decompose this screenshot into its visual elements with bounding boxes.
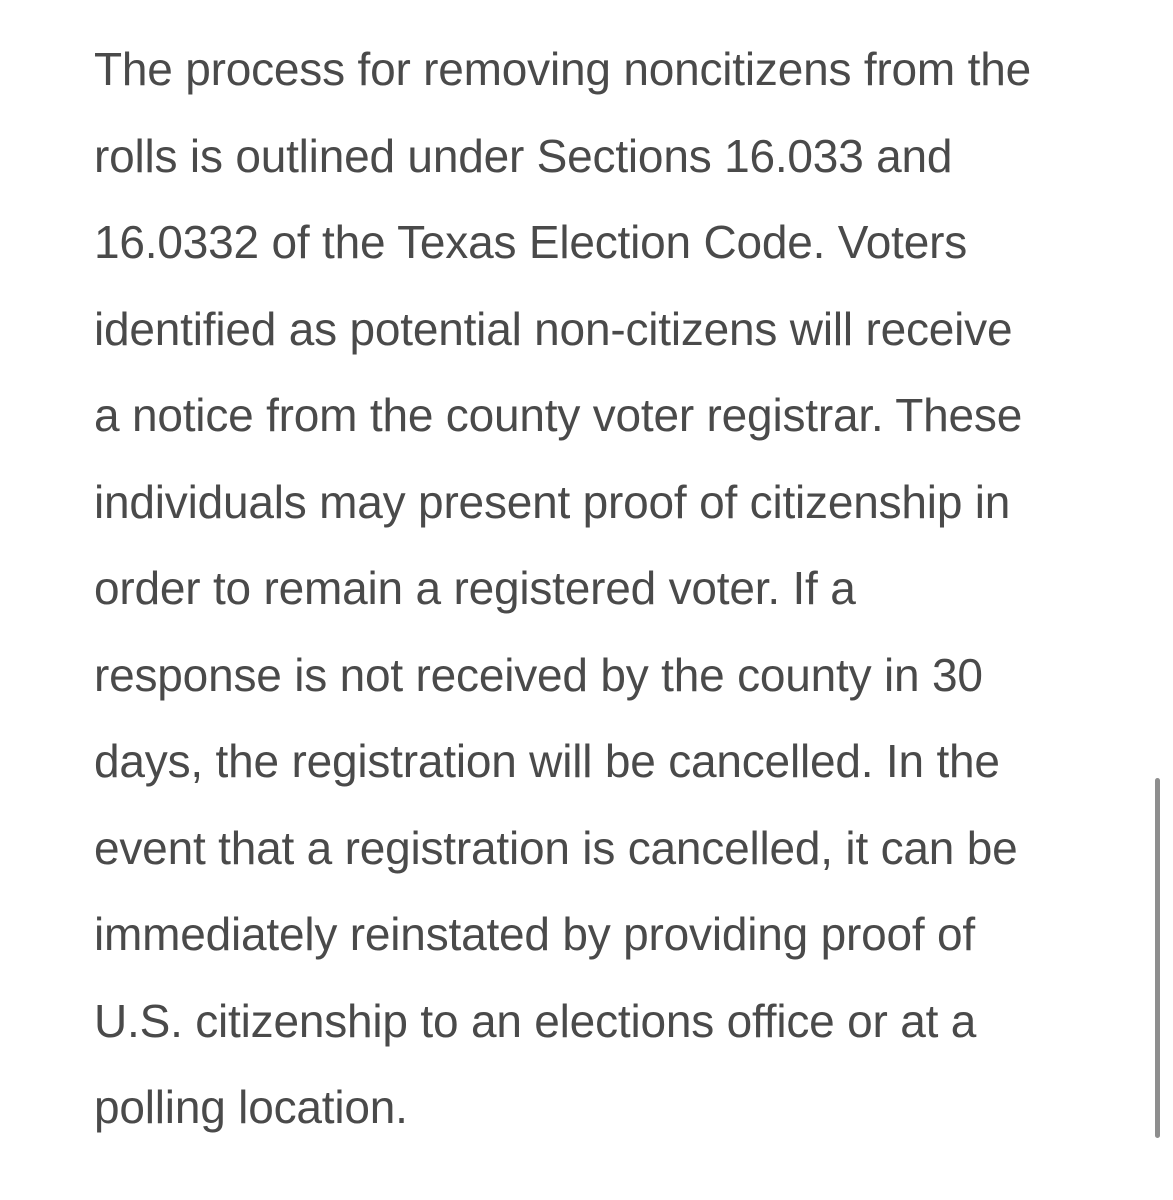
paragraph-line: The process for removing noncitizens from the <box>94 43 1031 95</box>
paragraph-line: a notice from the county voter registrar. These <box>94 389 1023 441</box>
paragraph-line: 16.0332 of the Texas Election Code. Voters <box>94 216 968 268</box>
paragraph-line: order to remain a registered voter. If a <box>94 562 856 614</box>
paragraph-line: polling location. <box>94 1081 408 1133</box>
paragraph-line: U.S. citizenship to an elections office or at a <box>94 994 977 1047</box>
paragraph-line: event that a registration is cancelled, it can be <box>94 821 1018 874</box>
paragraph-line: immediately reinstated by providing proof of <box>94 908 975 960</box>
paragraph-line: days, the registration will be cancelled. In the <box>94 735 1000 787</box>
paragraph-line: response is not received by the county in 30 <box>94 648 983 701</box>
paragraph-line: identified as potential non-citizens will receive <box>94 302 1013 355</box>
paragraph-line: individuals may present proof of citizenship in <box>94 475 1011 528</box>
article-paragraph <box>94 26 1154 1151</box>
scrollbar-thumb[interactable] <box>1155 778 1160 1138</box>
paragraph-line: rolls is outlined under Sections 16.033 and <box>94 129 953 182</box>
